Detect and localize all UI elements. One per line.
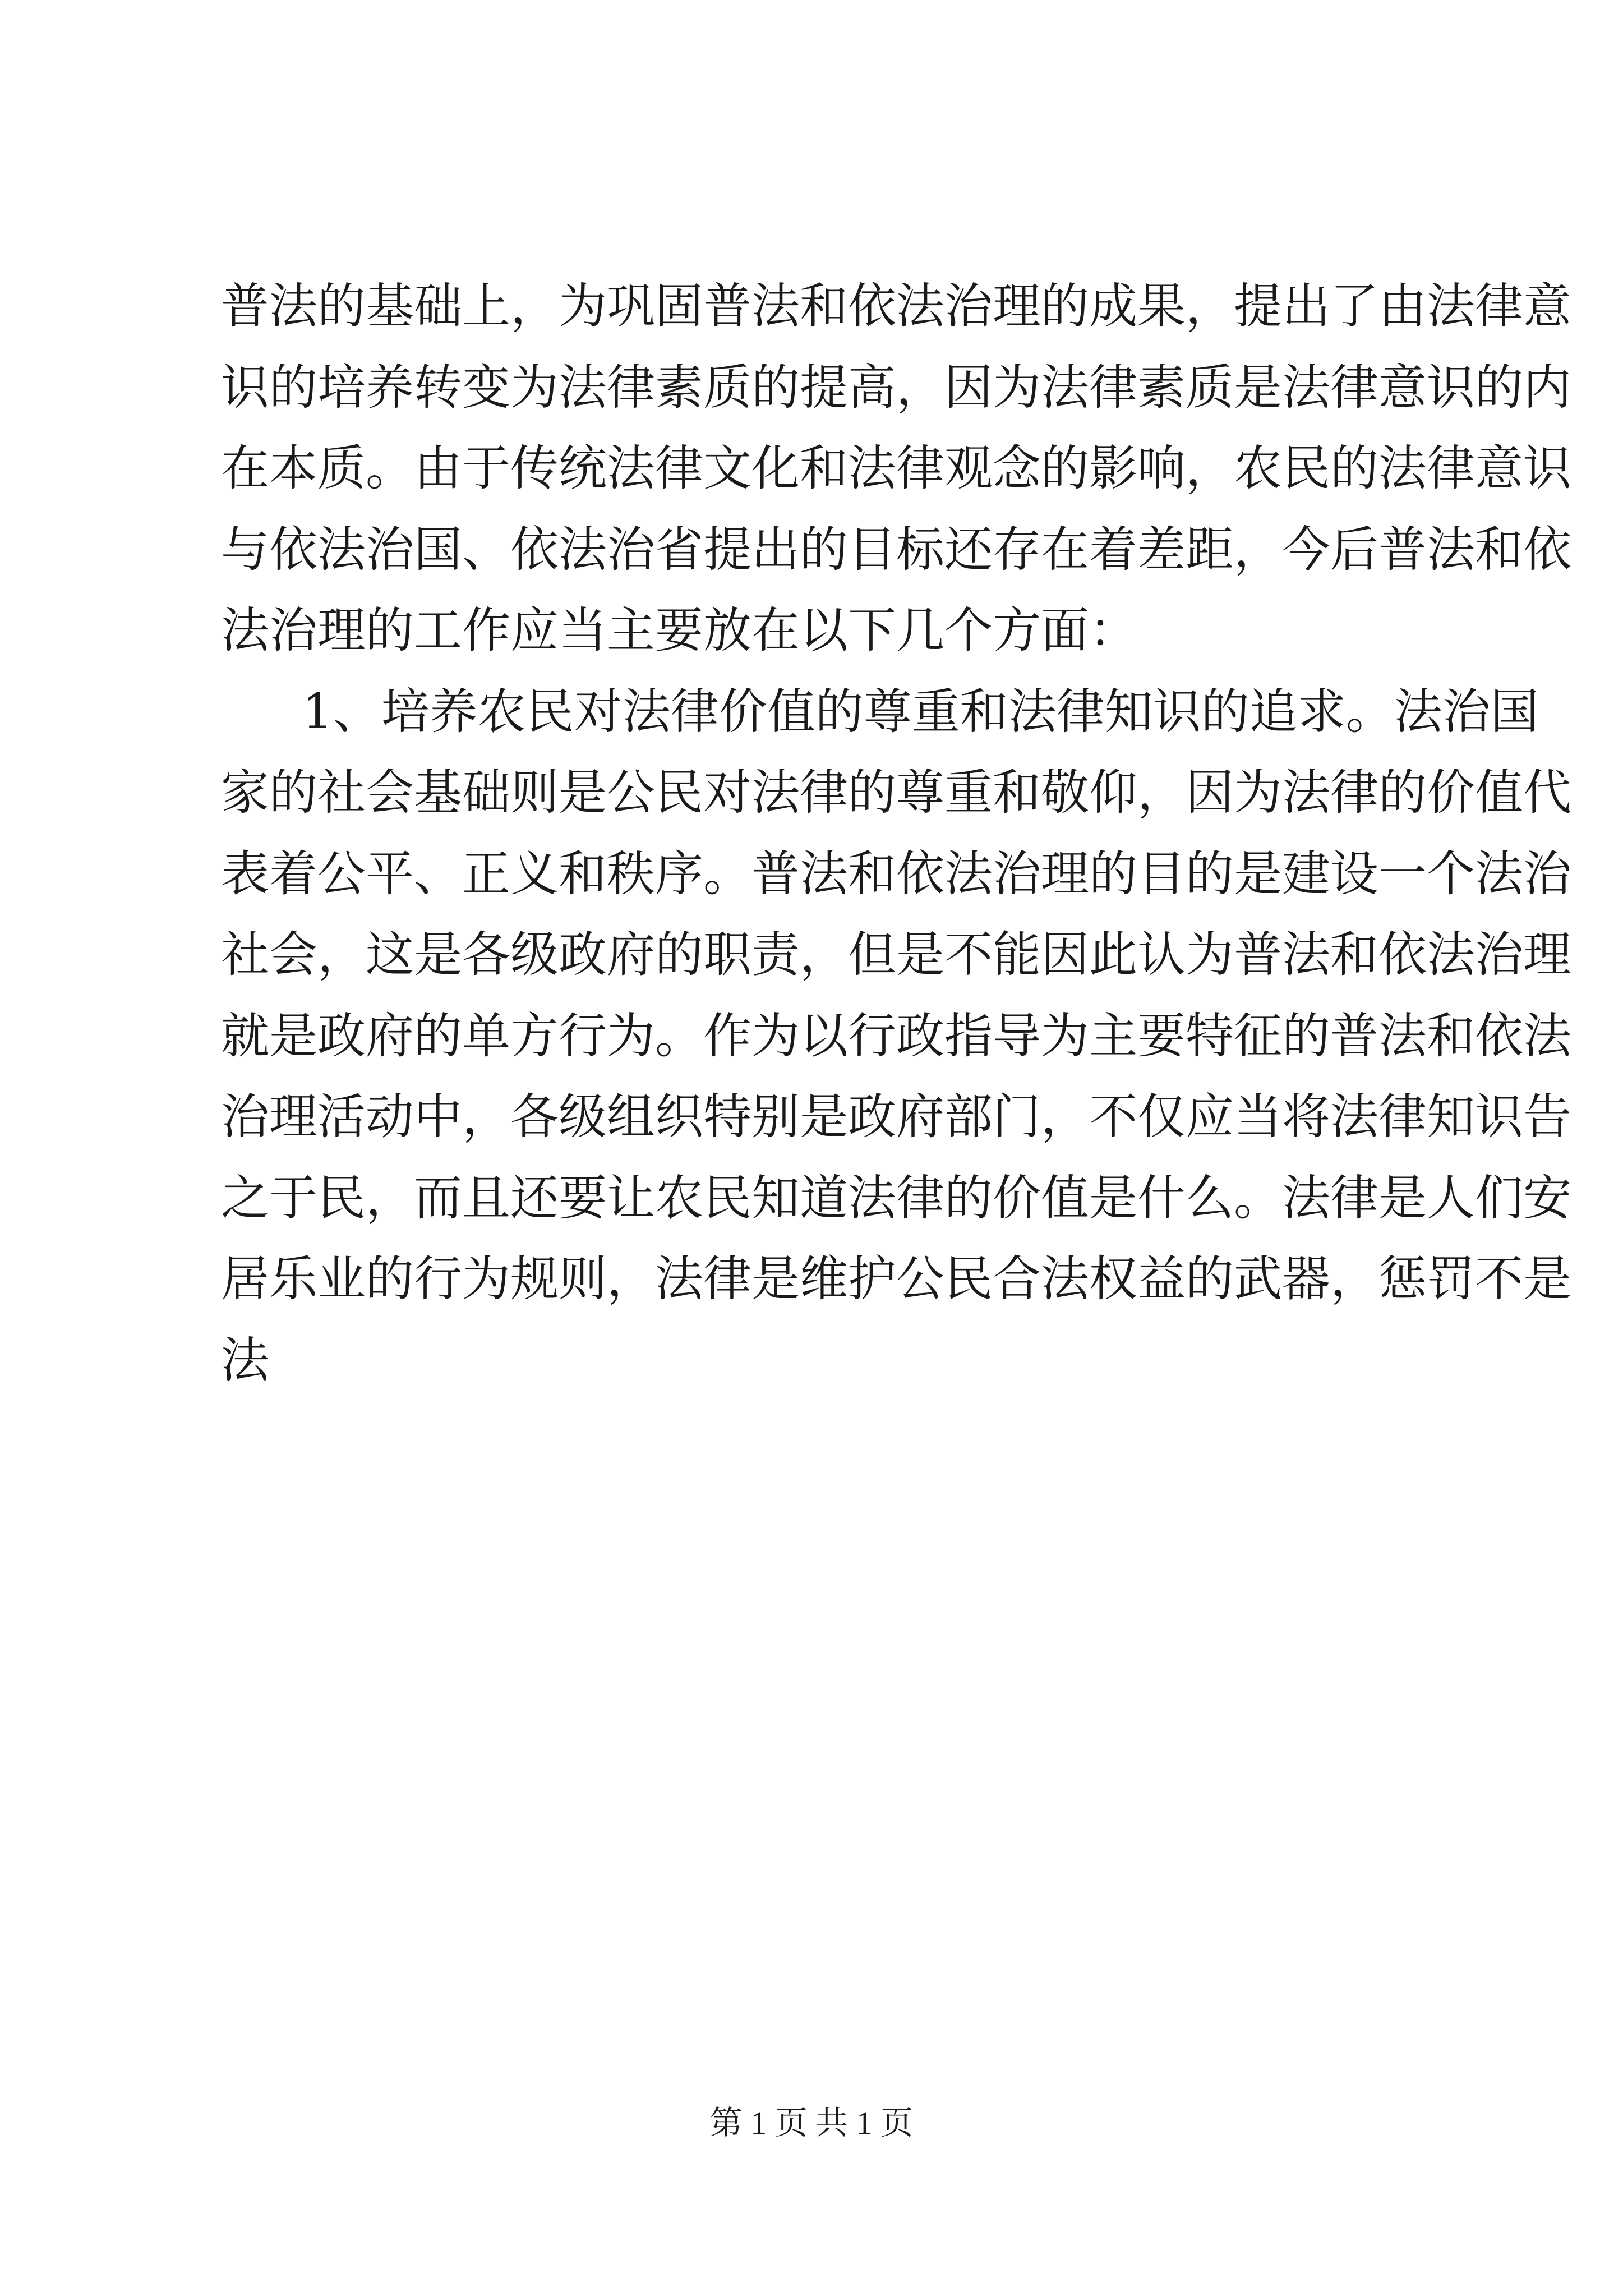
text-line: 居乐业的行为规则，法律是维护公民合法权益的武器，惩罚不是	[221, 1251, 1571, 1307]
text-line: 社会，这是各级政府的职责，但是不能因此认为普法和依法治理	[221, 927, 1571, 983]
text-line: 家的社会基础则是公民对法律的尊重和敬仰，因为法律的价值代	[221, 765, 1571, 821]
text-line: 法	[221, 1332, 269, 1388]
text-line: 与依法治国、依法治省提出的目标还存在着差距，今后普法和依	[221, 521, 1571, 578]
text-line: 在本质。由于传统法律文化和法律观念的影响，农民的法律意识	[221, 440, 1571, 496]
text-line: 治理活动中，各级组织特别是政府部门，不仅应当将法律知识告	[221, 1089, 1571, 1145]
page-footer: 第 1 页 共 1 页	[709, 2105, 914, 2141]
text-line: 1、培养农民对法律价值的尊重和法律知识的追求。法治国	[302, 683, 1539, 740]
text-line: 表着公平、正义和秩序。普法和依法治理的目的是建设一个法治	[221, 845, 1571, 902]
text-line: 法治理的工作应当主要放在以下几个方面：	[221, 602, 1137, 659]
text-line: 识的培养转变为法律素质的提高，因为法律素质是法律意识的内	[221, 359, 1571, 416]
text-line: 就是政府的单方行为。作为以行政指导为主要特征的普法和依法	[221, 1007, 1571, 1064]
text-line: 之于民，而且还要让农民知道法律的价值是什么。法律是人们安	[221, 1170, 1571, 1226]
text-line: 普法的基础上，为巩固普法和依法治理的成果，提出了由法律意	[221, 278, 1571, 334]
document-body	[221, 266, 1571, 1401]
